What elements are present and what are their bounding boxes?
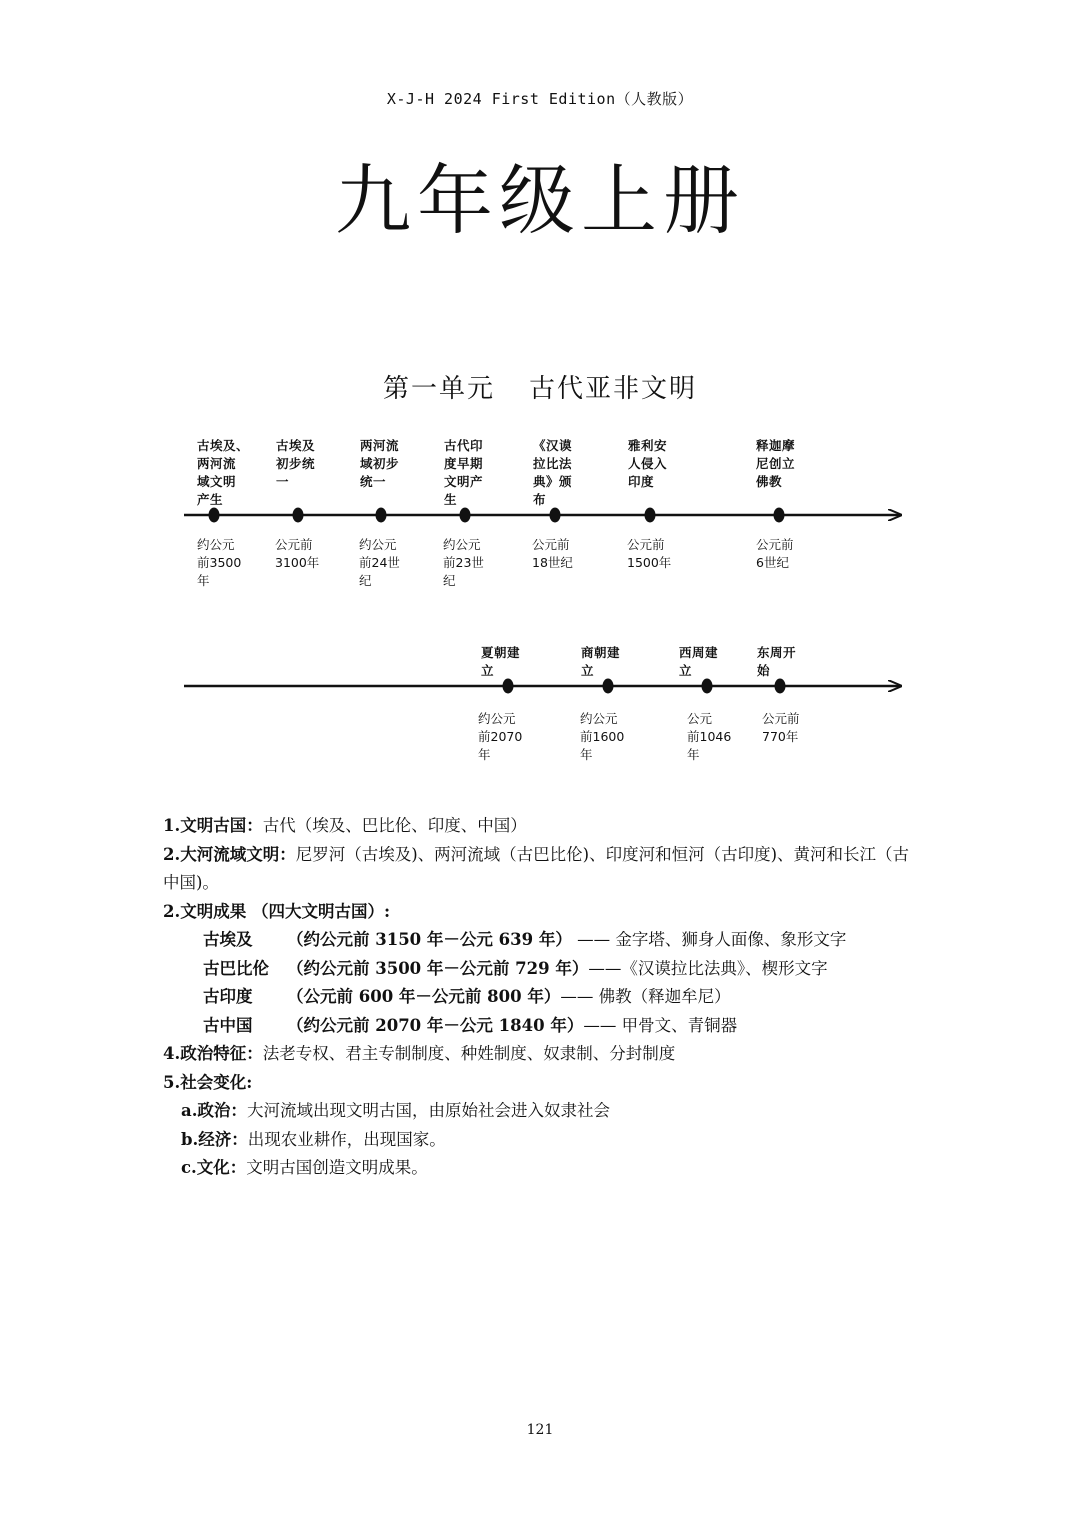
achievement-row <box>163 955 923 984</box>
note-social-changes-heading: 5.社会变化: <box>163 1072 253 1092</box>
note-political-features <box>163 1040 923 1069</box>
edition-header: X-J-H 2024 First Edition（人教版） <box>386 90 694 108</box>
timeline1-event-dot <box>460 508 471 523</box>
note-label: 1.文明古国： <box>163 816 263 835</box>
timeline1-event-dot <box>550 508 561 523</box>
achievement-civ: 古巴比伦 <box>203 958 269 978</box>
note-label: 4.政治特征： <box>163 1044 263 1063</box>
social-change-row <box>163 1154 923 1183</box>
timeline1-event-dot <box>645 508 656 523</box>
change-label: b.经济： <box>181 1129 248 1149</box>
achievement-result: —— 佛教（释迦牟尼） <box>560 987 731 1006</box>
unit-title <box>0 368 1080 405</box>
book-title: 九年级上册 <box>335 156 745 245</box>
timeline1-event-label: 雅利安 人侵入 印度 <box>628 438 668 489</box>
achievement-period: （约公元前 2070 年－公元 1840 年） <box>287 1015 584 1035</box>
timeline1-event-label: 释迦摩 尼创立 佛教 <box>756 438 796 489</box>
change-label: a.政治： <box>181 1101 247 1120</box>
timeline1-event-label: 《汉谟 拉比法 典》颁 布 <box>533 438 573 507</box>
achievement-result: ——《汉谟拉比法典》、楔形文字 <box>588 958 828 978</box>
timeline1-event-dot <box>209 508 220 523</box>
timeline2-event-dot <box>603 679 614 694</box>
timeline1-event-date: 公元前 18世纪 <box>532 537 573 570</box>
change-text: 大河流域出现文明古国，由原始社会进入奴隶社会 <box>246 1101 610 1120</box>
page-number: 121 <box>526 1422 554 1438</box>
timeline1-event-label: 古埃及 初步统 一 <box>276 438 316 489</box>
achievement-period: （公元前 600 年－公元前 800 年） <box>287 987 561 1006</box>
timeline1-event-dot <box>293 508 304 523</box>
achievement-period: （约公元前 3150 年－公元 639 年） <box>287 930 572 949</box>
change-text: 出现农业耕作，出现国家。 <box>247 1129 446 1149</box>
achievement-result: —— 金字塔、狮身人面像、象形文字 <box>571 930 847 949</box>
timeline2-event-dot <box>503 679 514 694</box>
achievement-civ: 古中国 <box>203 1015 253 1035</box>
achievement-row <box>163 926 923 955</box>
unit-label: 第一单元 <box>382 374 495 404</box>
note-achievements-heading: 2.文明成果 （四大文明古国）: <box>163 901 391 921</box>
note-river-civilizations <box>163 841 923 898</box>
timeline1-event-label: 两河流 域初步 统一 <box>360 438 400 489</box>
change-label: c.文化： <box>181 1158 247 1177</box>
notes-section <box>163 812 923 1183</box>
change-text: 文明古国创造文明成果。 <box>246 1158 428 1177</box>
timeline1-event-label: 古代印 度早期 文明产 生 <box>444 438 484 507</box>
timeline2-event-date: 约公元 前2070 年 <box>478 711 523 762</box>
achievement-civ: 古印度 <box>203 987 253 1006</box>
note-label: 2.大河流域文明： <box>163 844 296 864</box>
timeline1-event-date: 约公元 前23世 纪 <box>443 537 484 588</box>
timeline1-event-date: 公元前 3100年 <box>275 537 320 570</box>
timeline2-event-dot <box>702 679 713 694</box>
timeline1-event-date: 公元前 1500年 <box>627 537 672 570</box>
timeline1-event-dot <box>376 508 387 523</box>
timeline2-event-date: 公元 前1046 年 <box>687 711 732 762</box>
timeline2-event-date: 约公元 前1600 年 <box>580 711 625 762</box>
timeline2-event-label: 东周开 始 <box>757 645 797 678</box>
achievement-result: —— 甲骨文、青铜器 <box>583 1015 738 1035</box>
note-civilizations <box>163 812 923 841</box>
achievement-period: （约公元前 3500 年－公元前 729 年） <box>287 958 589 978</box>
timeline1-event-date: 约公元 前3500 年 <box>197 537 242 588</box>
timeline1-event-date: 公元前 6世纪 <box>756 537 794 570</box>
achievement-civ: 古埃及 <box>203 930 253 949</box>
note-text: 古代（埃及、巴比伦、印度、中国） <box>262 816 527 835</box>
timeline1-event-date: 约公元 前24世 纪 <box>359 537 400 588</box>
achievement-row <box>163 1012 923 1041</box>
timeline2-event-label: 夏朝建 立 <box>481 645 521 678</box>
timeline1-event-label: 古埃及、 两河流 域文明 产生 <box>197 438 250 507</box>
timeline2-event-label: 西周建 立 <box>679 645 719 678</box>
timeline2-event-date: 公元前 770年 <box>762 711 800 744</box>
note-text: 尼罗河（古埃及)、两河流域（古巴比伦)、印度河和恒河（古印度)、黄河和长江（古中国)。 <box>163 844 910 892</box>
timeline2-event-dot <box>775 679 786 694</box>
achievement-row <box>163 983 923 1012</box>
note-text: 法老专权、君主专制制度、种姓制度、奴隶制、分封制度 <box>262 1044 676 1063</box>
timeline1-event-dot <box>774 508 785 523</box>
social-change-row <box>163 1097 923 1126</box>
social-change-row <box>163 1126 923 1155</box>
timeline2-event-label: 商朝建 立 <box>581 645 621 678</box>
unit-name: 古代亚非文明 <box>529 374 698 404</box>
